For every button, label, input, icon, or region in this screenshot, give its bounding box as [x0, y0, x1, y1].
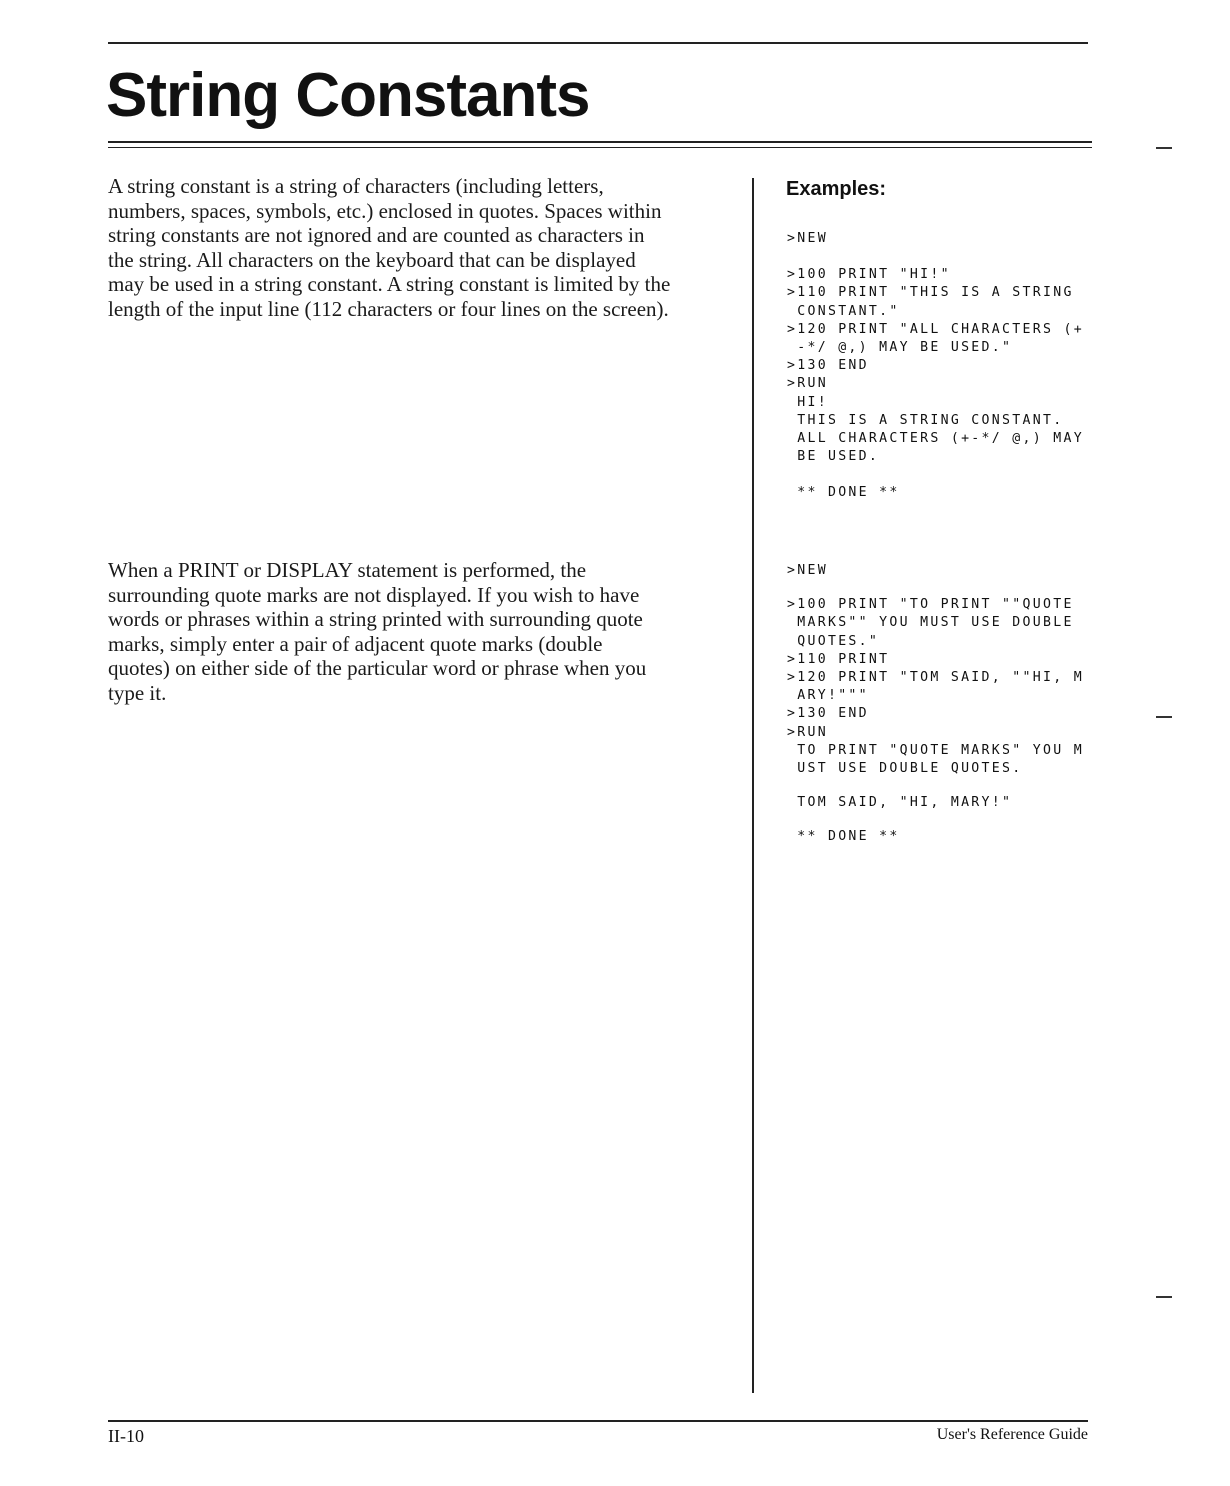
margin-mark — [1156, 1296, 1172, 1298]
code-line: THIS IS A STRING CONSTANT. — [787, 412, 1064, 428]
code-line: ** DONE ** — [787, 485, 900, 501]
code-line: HI! — [787, 394, 828, 410]
paragraph-line: the string. All characters on the keyboard that can be displayed — [108, 247, 636, 272]
paragraph-line: string constants are not ignored and are counted as characters in — [108, 223, 645, 248]
paragraph-line: When a PRINT or DISPLAY statement is performed, the — [108, 558, 587, 582]
code-line: TOM SAID, "HI, MARY!" — [787, 795, 1013, 811]
code-line: TO PRINT "QUOTE MARKS" YOU M — [787, 742, 1084, 758]
page-number: II-10 — [108, 1426, 144, 1446]
code-line: >110 PRINT — [787, 651, 890, 667]
examples-heading: Examples: — [786, 178, 887, 200]
code-line: >100 PRINT "TO PRINT ""QUOTE — [787, 597, 1074, 613]
code-line: CONSTANT." — [787, 303, 900, 319]
code-line: >120 PRINT "TOM SAID, ""HI, M — [787, 670, 1084, 685]
paragraph-line: words or phrases within a string printed with surrounding quote — [108, 607, 643, 632]
code-line: >RUN — [787, 724, 828, 740]
paragraph-string-constant-definition — [108, 174, 736, 322]
paragraph-line: numbers, spaces, symbols, etc.) enclosed in quotes. Spaces within — [108, 198, 662, 223]
code-line: >130 END — [787, 706, 869, 722]
title-rule-thick — [108, 141, 1092, 143]
code-line: ** DONE ** — [787, 829, 900, 845]
title-rule-thin — [108, 147, 1092, 148]
code-line: >RUN — [787, 376, 828, 392]
code-line: QUOTES." — [787, 633, 880, 649]
code-line: >130 END — [787, 358, 869, 374]
code-line: ALL CHARACTERS (+-*/ @,) MAY — [787, 431, 1084, 446]
code-line: >100 PRINT "HI!" — [787, 267, 951, 283]
paragraph-line: length of the input line (112 characters or four lines on the screen). — [108, 296, 669, 321]
margin-mark — [1156, 716, 1172, 718]
code-line: >NEW — [787, 231, 828, 246]
paragraph-line: A string constant is a string of characters (including letters, — [108, 174, 604, 198]
code-line: UST USE DOUBLE QUOTES. — [787, 761, 1023, 776]
code-line: >NEW — [787, 563, 828, 578]
code-line: BE USED. — [787, 449, 880, 465]
code-line: >110 PRINT "THIS IS A STRING — [787, 285, 1074, 301]
top-rule — [108, 42, 1088, 44]
margin-mark — [1156, 147, 1172, 149]
paragraph-line: quotes) on either side of the particular word or phrase when you — [108, 656, 647, 681]
paragraph-line: marks, simply enter a pair of adjacent quote marks (double — [108, 631, 603, 656]
footer-rule — [108, 1420, 1088, 1422]
code-line: ARY!""" — [787, 688, 869, 704]
paragraph-line: may be used in a string constant. A string constant is limited by the — [108, 272, 671, 297]
paragraph-quote-marks — [108, 558, 736, 706]
page-title: String Constants — [106, 61, 590, 130]
book-title: User's Reference Guide — [936, 1426, 1088, 1443]
column-divider — [752, 178, 754, 1393]
code-line: MARKS"" YOU MUST USE DOUBLE — [787, 615, 1074, 631]
code-line: >120 PRINT "ALL CHARACTERS (+ — [787, 321, 1084, 337]
paragraph-line: type it. — [108, 680, 167, 705]
paragraph-line: surrounding quote marks are not displayed. If you wish to have — [108, 582, 640, 607]
code-line: -*/ @,) MAY BE USED." — [787, 340, 1013, 355]
